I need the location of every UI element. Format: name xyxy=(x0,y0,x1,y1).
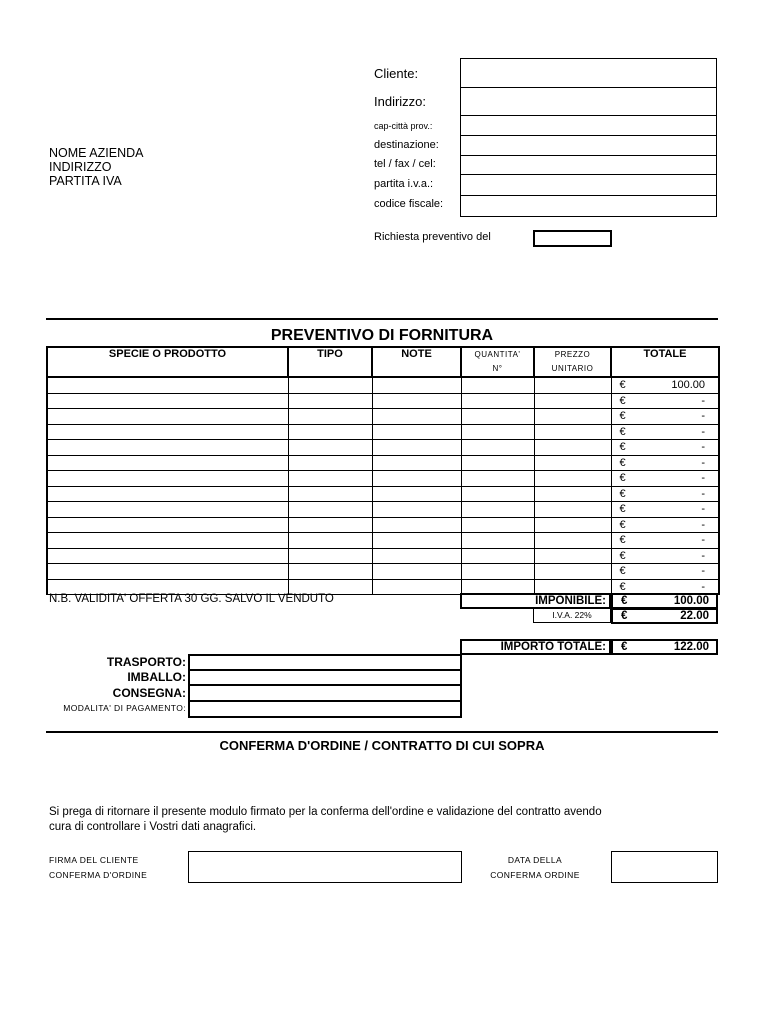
cell-notes[interactable] xyxy=(372,377,461,393)
cell-notes[interactable] xyxy=(372,564,461,580)
header-notes: NOTE xyxy=(372,347,461,377)
table-row xyxy=(47,409,719,425)
packaging-label: IMBALLO: xyxy=(127,670,186,684)
cell-product[interactable] xyxy=(47,548,288,564)
header-unit-price: PREZZO UNITARIO xyxy=(534,347,611,377)
cell-type[interactable] xyxy=(288,502,372,518)
table-row xyxy=(47,377,719,393)
table-header xyxy=(47,347,719,377)
company-info xyxy=(49,146,143,188)
currency-symbol: € xyxy=(619,410,626,423)
destination-label: destinazione: xyxy=(374,139,439,151)
delivery-label: CONSEGNA: xyxy=(112,686,186,700)
address-field[interactable] xyxy=(460,87,717,116)
taxable-amount: € 100.00 xyxy=(611,593,718,609)
row-total-amount: - xyxy=(701,518,705,531)
cell-notes[interactable] xyxy=(372,517,461,533)
cell-notes[interactable] xyxy=(372,533,461,549)
cell-qty[interactable] xyxy=(461,409,534,425)
row-total-amount: - xyxy=(701,549,705,562)
company-name: NOME AZIENDA xyxy=(49,146,144,160)
cell-total xyxy=(611,377,719,393)
cell-qty[interactable] xyxy=(461,564,534,580)
cell-qty[interactable] xyxy=(461,548,534,564)
cell-price[interactable] xyxy=(534,409,611,425)
cell-qty[interactable] xyxy=(461,517,534,533)
table-row xyxy=(47,440,719,456)
client-field[interactable] xyxy=(460,58,717,88)
currency-symbol: € xyxy=(619,456,626,469)
currency-symbol: € xyxy=(619,518,626,531)
request-date-label: Richiesta preventivo del xyxy=(374,231,491,243)
cell-price[interactable] xyxy=(534,440,611,456)
tax-code-label: codice fiscale: xyxy=(374,198,444,210)
payment-method-label: MODALITA' DI PAGAMENTO: xyxy=(63,703,186,713)
row-total-amount: - xyxy=(701,580,705,593)
cell-product[interactable] xyxy=(47,486,288,502)
cell-price[interactable] xyxy=(534,424,611,440)
cell-type[interactable] xyxy=(288,548,372,564)
payment-method-field[interactable] xyxy=(188,700,462,718)
cell-qty[interactable] xyxy=(461,455,534,471)
table-row xyxy=(47,393,719,409)
header-total: TOTALE xyxy=(611,347,719,377)
row-total-amount: - xyxy=(701,425,705,438)
cell-total xyxy=(611,486,719,502)
cell-qty[interactable] xyxy=(461,424,534,440)
currency-symbol: € xyxy=(619,425,626,438)
cell-qty[interactable] xyxy=(461,440,534,456)
cell-qty[interactable] xyxy=(461,393,534,409)
cell-price[interactable] xyxy=(534,502,611,518)
header-product: SPECIE O PRODOTTO xyxy=(47,347,288,377)
cell-total xyxy=(611,564,719,580)
cell-notes[interactable] xyxy=(372,486,461,502)
currency-symbol: € xyxy=(619,549,626,562)
request-date-field[interactable] xyxy=(533,230,612,247)
tax-code-field[interactable] xyxy=(460,195,717,217)
currency-symbol: € xyxy=(619,487,626,500)
cell-qty[interactable] xyxy=(461,533,534,549)
row-total-amount: - xyxy=(701,487,705,500)
cell-total xyxy=(611,533,719,549)
cell-price[interactable] xyxy=(534,471,611,487)
cell-type[interactable] xyxy=(288,533,372,549)
table-row xyxy=(47,548,719,564)
cell-total xyxy=(611,455,719,471)
client-label: Cliente: xyxy=(374,66,419,81)
cell-product[interactable] xyxy=(47,424,288,440)
row-total-amount: - xyxy=(701,472,705,485)
cell-type[interactable] xyxy=(288,471,372,487)
signature-field[interactable] xyxy=(188,851,462,883)
cell-price[interactable] xyxy=(534,533,611,549)
row-total-amount: - xyxy=(701,410,705,423)
cell-product[interactable] xyxy=(47,393,288,409)
currency-symbol: € xyxy=(619,580,626,593)
row-total-amount: - xyxy=(701,441,705,454)
vat-label: I.V.A. 22% xyxy=(533,608,611,623)
cell-total xyxy=(611,502,719,518)
cell-price[interactable] xyxy=(534,486,611,502)
cell-notes[interactable] xyxy=(372,409,461,425)
row-total-amount: - xyxy=(701,565,705,578)
transport-label: TRASPORTO: xyxy=(106,655,186,669)
cell-product[interactable] xyxy=(47,377,288,393)
currency-symbol: € xyxy=(619,379,626,392)
destination-field[interactable] xyxy=(460,135,717,156)
cell-product[interactable] xyxy=(47,471,288,487)
company-address: INDIRIZZO xyxy=(49,160,112,174)
cell-type[interactable] xyxy=(288,393,372,409)
grand-total-amount: € 122.00 xyxy=(611,639,718,655)
divider xyxy=(46,318,718,320)
table-row xyxy=(47,564,719,580)
cell-notes[interactable] xyxy=(372,502,461,518)
cell-type[interactable] xyxy=(288,455,372,471)
cell-notes[interactable] xyxy=(372,393,461,409)
currency-symbol: € xyxy=(619,441,626,454)
address-label: Indirizzo: xyxy=(374,94,427,109)
table-row xyxy=(47,486,719,502)
cell-total xyxy=(611,440,719,456)
cell-type[interactable] xyxy=(288,517,372,533)
cell-product[interactable] xyxy=(47,564,288,580)
cell-type[interactable] xyxy=(288,486,372,502)
cell-total xyxy=(611,471,719,487)
vat-number-label: partita i.v.a.: xyxy=(374,178,434,190)
row-total-amount: - xyxy=(701,456,705,469)
cell-type[interactable] xyxy=(288,424,372,440)
cell-price[interactable] xyxy=(534,393,611,409)
cell-total xyxy=(611,548,719,564)
company-vat: PARTITA IVA xyxy=(49,174,122,188)
table-row xyxy=(47,517,719,533)
cell-price[interactable] xyxy=(534,517,611,533)
taxable-label: IMPONIBILE: xyxy=(460,593,611,609)
cell-total xyxy=(611,393,719,409)
cell-qty[interactable] xyxy=(461,377,534,393)
confirmation-text: Si prega di ritornare il presente modulo firmato per la conferma dell'ordine e validazione del contratto avendo cura di controllare i Vostri dati anagrafici. xyxy=(49,806,602,833)
confirmation-date-label: DATA DELLA CONFERMA ORDINE xyxy=(490,855,580,880)
cell-product[interactable] xyxy=(47,533,288,549)
cell-notes[interactable] xyxy=(372,548,461,564)
phone-field[interactable] xyxy=(460,155,717,175)
vat-amount: € 22.00 xyxy=(611,608,718,624)
currency-symbol: € xyxy=(619,503,626,516)
cell-notes[interactable] xyxy=(372,579,461,595)
cell-qty[interactable] xyxy=(461,471,534,487)
grand-total-label: IMPORTO TOTALE: xyxy=(460,639,611,655)
table-row xyxy=(47,502,719,518)
confirmation-date-field[interactable] xyxy=(611,851,718,883)
divider xyxy=(46,731,718,733)
cell-product[interactable] xyxy=(47,409,288,425)
table-row xyxy=(47,455,719,471)
row-total-amount: - xyxy=(701,503,705,516)
quote-title: PREVENTIVO DI FORNITURA xyxy=(270,327,494,344)
cell-notes[interactable] xyxy=(372,455,461,471)
cell-qty[interactable] xyxy=(461,502,534,518)
cell-qty[interactable] xyxy=(461,486,534,502)
cell-notes[interactable] xyxy=(372,471,461,487)
cell-product[interactable] xyxy=(47,455,288,471)
confirmation-title: CONFERMA D'ORDINE / CONTRATTO DI CUI SOPRA xyxy=(219,738,545,753)
cell-type[interactable] xyxy=(288,409,372,425)
cell-type[interactable] xyxy=(288,440,372,456)
zip-city-field[interactable] xyxy=(460,115,717,136)
table-row xyxy=(47,471,719,487)
signature-label: FIRMA DEL CLIENTE CONFERMA D'ORDINE xyxy=(49,855,148,880)
cell-total xyxy=(611,424,719,440)
table-row xyxy=(47,424,719,440)
items-table xyxy=(46,346,720,595)
cell-total xyxy=(611,409,719,425)
currency-symbol: € xyxy=(619,534,626,547)
table-row xyxy=(47,533,719,549)
cell-price[interactable] xyxy=(534,377,611,393)
cell-type[interactable] xyxy=(288,564,372,580)
currency-symbol: € xyxy=(619,565,626,578)
vat-number-field[interactable] xyxy=(460,174,717,196)
cell-total xyxy=(611,517,719,533)
row-total-amount: - xyxy=(701,534,705,547)
header-quantity: QUANTITA' N° xyxy=(461,347,534,377)
cell-product[interactable] xyxy=(47,440,288,456)
zip-city-label: cap-città prov.: xyxy=(374,121,433,131)
phone-label: tel / fax / cel: xyxy=(374,158,436,170)
cell-product[interactable] xyxy=(47,517,288,533)
row-total-amount: - xyxy=(701,394,705,407)
currency-symbol: € xyxy=(619,394,626,407)
currency-symbol: € xyxy=(619,472,626,485)
cell-price[interactable] xyxy=(534,564,611,580)
row-total-amount: 100.00 xyxy=(671,379,705,392)
cell-notes[interactable] xyxy=(372,424,461,440)
cell-price[interactable] xyxy=(534,455,611,471)
validity-note: N.B. VALIDITA' OFFERTA 30 GG. SALVO IL VENDUTO xyxy=(49,593,334,605)
cell-price[interactable] xyxy=(534,548,611,564)
header-type: TIPO xyxy=(288,347,372,377)
cell-type[interactable] xyxy=(288,377,372,393)
cell-product[interactable] xyxy=(47,502,288,518)
cell-notes[interactable] xyxy=(372,440,461,456)
